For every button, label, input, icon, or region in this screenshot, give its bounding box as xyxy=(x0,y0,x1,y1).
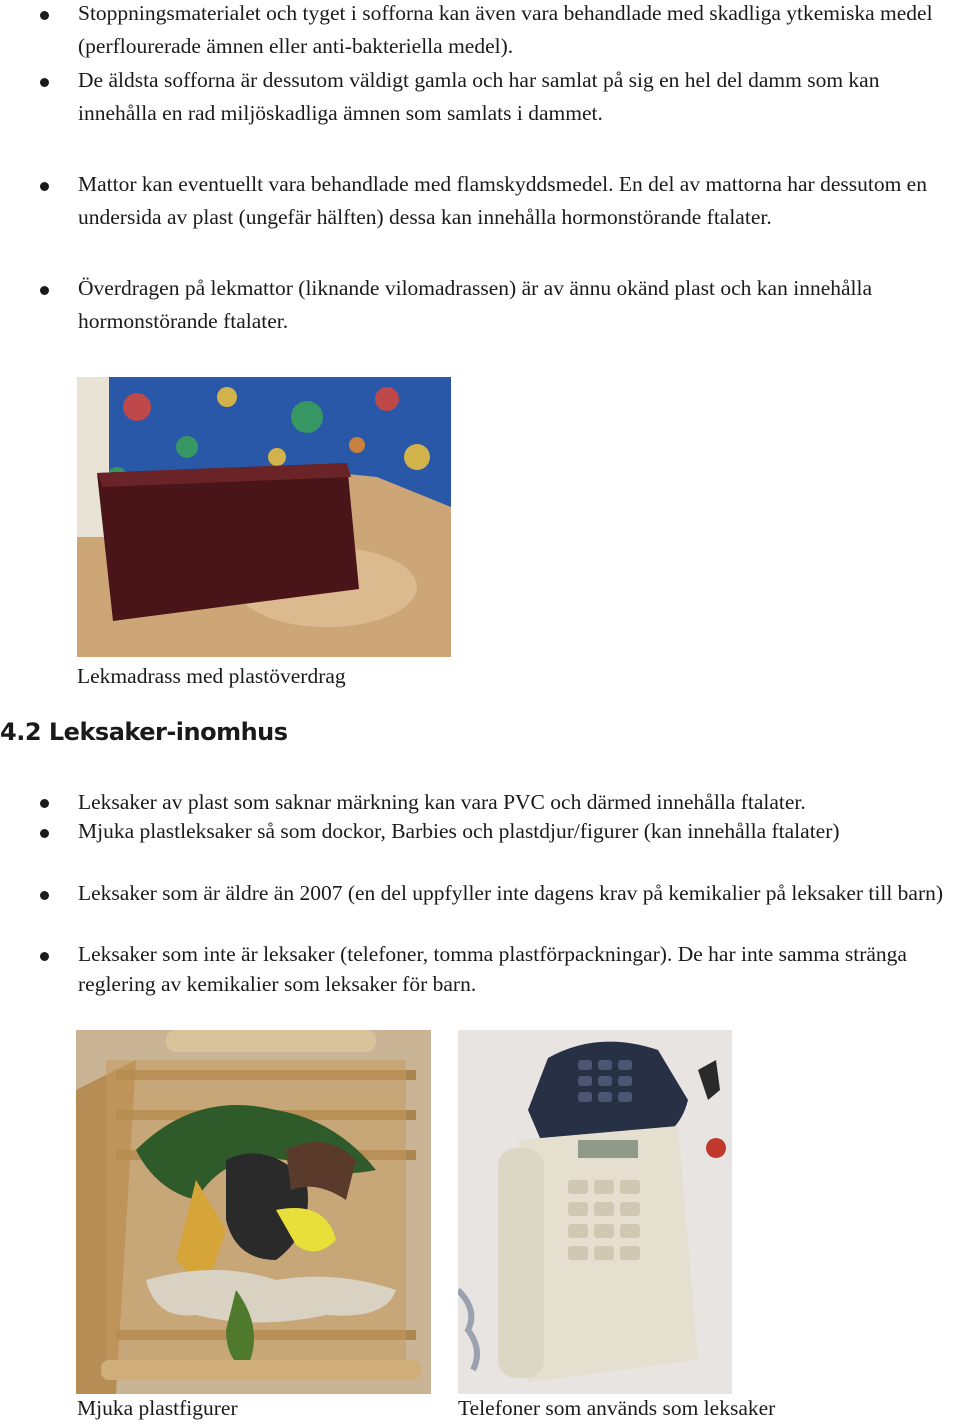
bullet-marker xyxy=(40,78,49,87)
section-heading: 4.2 Leksaker-inomhus xyxy=(0,718,288,746)
bullet-text: Leksaker som inte är leksaker (telefoner, tomma plastförpackningar). De har inte samma stränga reglering av kemikalier som leksaker för barn. xyxy=(78,942,907,996)
photo-plastic-figures xyxy=(76,1030,431,1394)
bullet-text: Stoppningsmaterialet och tyget i sofforna kan även vara behandlade med skadliga ytkemiska medel (perflourerade ämnen eller anti-bakteriella medel). xyxy=(78,1,933,58)
figure-caption: Telefoner som används som leksaker xyxy=(458,1396,776,1420)
bullet-text: Leksaker som är äldre än 2007 (en del uppfyller inte dagens krav på kemikalier på leksaker till barn) xyxy=(78,881,944,905)
photo-play-mattress xyxy=(77,377,451,657)
bullet-text: Mjuka plastleksaker så som dockor, Barbies och plastdjur/figurer (kan innehålla ftalater) xyxy=(78,819,840,843)
bullet-marker xyxy=(40,799,49,808)
bullet-text: Överdragen på lekmattor (liknande vilomadrassen) är av ännu okänd plast och kan innehålla hormonstörande ftalater. xyxy=(78,276,873,333)
bullet-marker xyxy=(40,952,49,961)
figure-caption: Mjuka plastfigurer xyxy=(77,1396,238,1420)
bullet-text: Leksaker av plast som saknar märkning kan vara PVC och därmed innehålla ftalater. xyxy=(78,790,806,814)
bullet-marker xyxy=(40,11,49,20)
bullet-marker xyxy=(40,286,49,295)
bullet-marker xyxy=(40,829,49,838)
bullet-marker xyxy=(40,891,49,900)
photo-telephones xyxy=(458,1030,732,1394)
bullet-text: De äldsta sofforna är dessutom väldigt gamla och har samlat på sig en hel del damm som kan innehålla en rad miljöskadliga ämnen som samlats i dammet. xyxy=(78,68,880,125)
bullet-text: Mattor kan eventuellt vara behandlade med flamskyddsmedel. En del av mattorna har dessutom en undersida av plast (ungefär hälften) dessa kan innehålla hormonstörande ftalater. xyxy=(78,172,927,229)
bullet-marker xyxy=(40,182,49,191)
figure-caption: Lekmadrass med plastöverdrag xyxy=(77,664,346,688)
